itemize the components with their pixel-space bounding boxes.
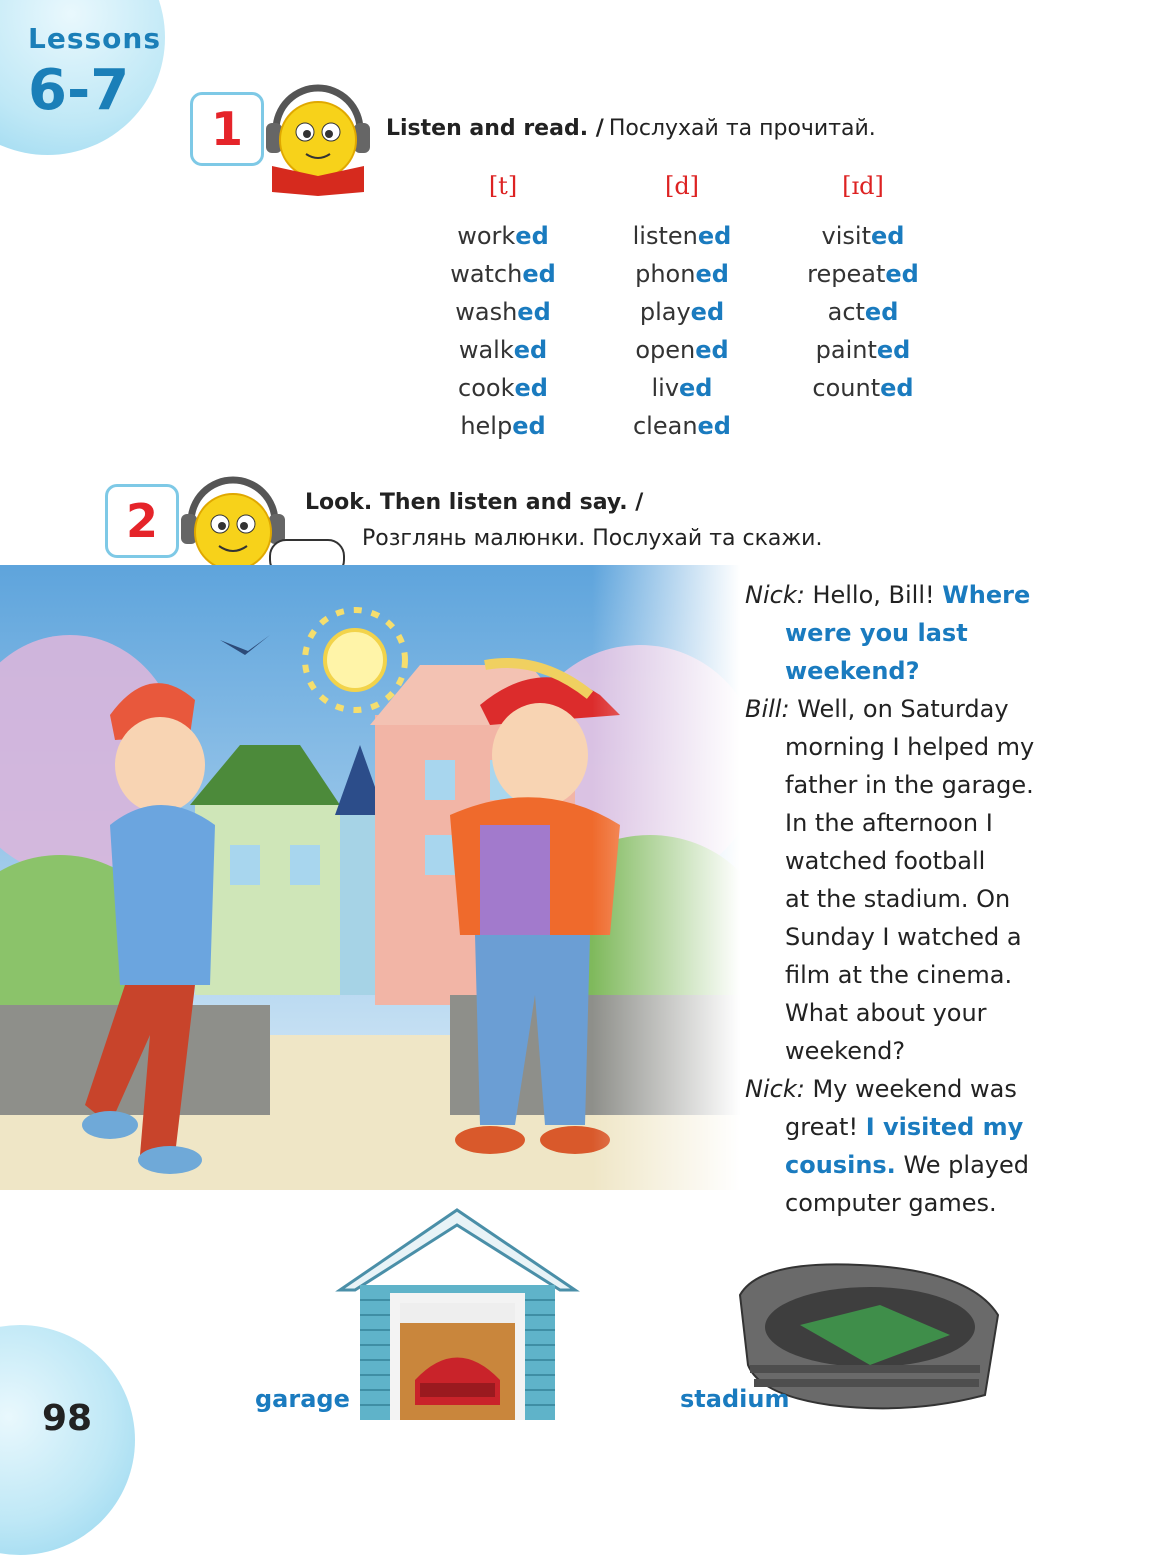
listening-smiley-icon	[175, 462, 350, 582]
ed-suffix: ed	[876, 336, 911, 364]
nick-line-2	[745, 1108, 1045, 1146]
ed-suffix: ed	[697, 222, 732, 250]
instruction-english: Listen and read. /	[386, 116, 604, 141]
ed-suffix: ed	[512, 412, 546, 440]
exercise-1-number: 1	[190, 92, 264, 166]
ed-suffix: ed	[522, 260, 556, 288]
ed-word	[413, 369, 593, 407]
exercise-2-number: 2	[105, 484, 179, 558]
sound-id: [ɪd]	[842, 172, 884, 200]
ed-suffix: ed	[679, 374, 713, 402]
speaker-nick: Nick:	[745, 1075, 805, 1103]
ed-word	[592, 331, 772, 369]
dialogue	[745, 576, 1045, 1222]
nick-greeting: Hello, Bill!	[812, 581, 935, 609]
nick-highlight: cousins.	[785, 1151, 896, 1179]
bill-line: weekend?	[785, 1037, 906, 1065]
ed-word	[773, 331, 953, 369]
word-stem: listen	[632, 222, 698, 250]
bill-line: Sunday I watched a	[785, 923, 1022, 951]
word-stem: help	[460, 412, 513, 440]
ed-suffix: ed	[517, 298, 551, 326]
word-stem: open	[635, 336, 696, 364]
word-column-d	[592, 217, 772, 445]
ed-word	[413, 293, 593, 331]
ed-word	[773, 369, 953, 407]
nick-line-3	[745, 1146, 1045, 1184]
word-stem: play	[639, 298, 691, 326]
ed-suffix: ed	[695, 260, 729, 288]
nick-question-part: Where	[942, 581, 1031, 609]
ed-word	[592, 407, 772, 445]
nick-highlight: I visited my	[865, 1113, 1024, 1141]
bill-line: father in the garage.	[785, 771, 1034, 799]
ed-suffix: ed	[514, 374, 548, 402]
sound-d: [d]	[664, 172, 700, 200]
sound-t: [t]	[488, 172, 518, 200]
street-scene-illustration	[0, 565, 740, 1190]
word-stem: repeat	[807, 260, 886, 288]
nick-line: We played	[903, 1151, 1029, 1179]
speaker-bill: Bill:	[745, 695, 790, 723]
word-stem: watch	[450, 260, 523, 288]
ed-suffix: ed	[513, 336, 548, 364]
caption-stadium: stadium	[680, 1385, 790, 1413]
bill-line: In the afternoon I	[785, 809, 993, 837]
exercise-2-instruction-ukrainian: Розглянь малюнки. Послухай та скажи.	[362, 526, 823, 551]
dialogue-line-nick-1	[745, 576, 1045, 614]
bill-line: Well, on Saturday	[797, 695, 1009, 723]
ed-word	[773, 293, 953, 331]
word-stem: walk	[458, 336, 514, 364]
dialogue-line-bill	[745, 690, 1045, 728]
bill-line: at the stadium. On	[785, 885, 1011, 913]
word-stem: clean	[632, 412, 698, 440]
nick-question-part: were you last	[785, 619, 968, 647]
word-stem: wash	[455, 298, 518, 326]
word-stem: count	[812, 374, 881, 402]
exercise-1-instruction	[386, 116, 876, 141]
word-stem: act	[827, 298, 865, 326]
ed-suffix: ed	[515, 222, 549, 250]
bill-line: morning I helped my	[785, 733, 1035, 761]
ed-suffix: ed	[885, 260, 919, 288]
ed-suffix: ed	[697, 412, 731, 440]
word-stem: work	[457, 222, 516, 250]
instruction-ukrainian: Послухай та прочитай.	[608, 116, 876, 141]
ed-word	[592, 217, 772, 255]
bill-line: What about your	[785, 999, 987, 1027]
page-number: 98	[42, 1398, 93, 1439]
page-number-badge	[0, 1325, 135, 1555]
word-column-id	[773, 217, 953, 407]
ed-suffix: ed	[864, 298, 899, 326]
dialogue-line-nick-2	[745, 1070, 1045, 1108]
word-stem: liv	[651, 374, 680, 402]
ed-suffix: ed	[870, 222, 905, 250]
lesson-label: Lessons	[28, 22, 161, 55]
speaker-nick: Nick:	[745, 581, 805, 609]
bill-line: film at the cinema.	[785, 961, 1013, 989]
word-stem: cook	[458, 374, 515, 402]
ed-word	[413, 255, 593, 293]
ed-word	[773, 217, 953, 255]
exercise-2-instruction-english: Look. Then listen and say. /	[305, 490, 644, 515]
nick-line: great!	[785, 1113, 859, 1141]
lesson-numbers: 6-7	[28, 58, 130, 123]
word-stem: paint	[815, 336, 877, 364]
garage-picture	[335, 1205, 580, 1420]
ed-suffix: ed	[695, 336, 729, 364]
word-stem: phon	[635, 260, 696, 288]
ed-word	[592, 255, 772, 293]
word-column-t	[413, 217, 593, 445]
ed-word	[413, 217, 593, 255]
caption-garage: garage	[255, 1385, 350, 1413]
ed-suffix: ed	[880, 374, 914, 402]
reading-smiley-icon	[258, 68, 378, 196]
ed-word	[413, 407, 593, 445]
ed-word	[592, 369, 772, 407]
ed-suffix: ed	[690, 298, 725, 326]
nick-line: computer games.	[785, 1189, 997, 1217]
ed-word	[413, 331, 593, 369]
word-stem: visit	[821, 222, 871, 250]
bill-line: watched football	[785, 847, 986, 875]
ed-word	[773, 255, 953, 293]
nick-line: My weekend was	[812, 1075, 1017, 1103]
ed-word	[592, 293, 772, 331]
nick-question-part: weekend?	[785, 657, 920, 685]
